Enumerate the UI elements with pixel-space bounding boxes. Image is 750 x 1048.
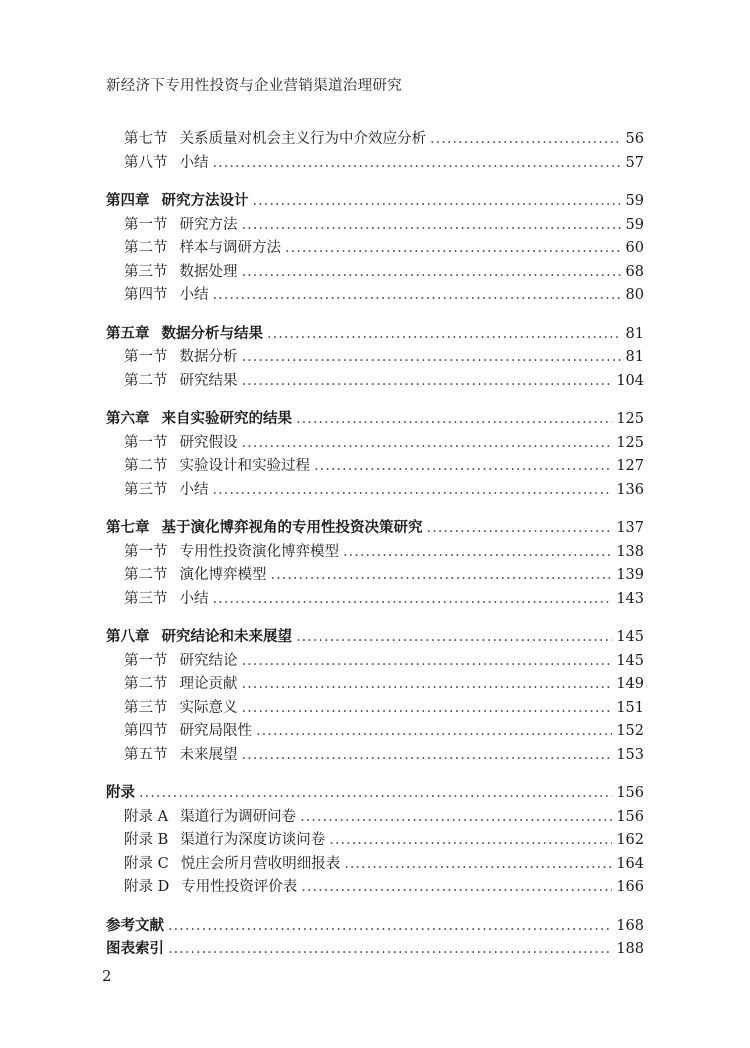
toc-entry-title: 渠道行为深度访谈问卷 (180, 832, 326, 848)
toc-section-entry (106, 455, 644, 479)
dot-leader (213, 479, 613, 503)
toc-entry-number: 第一节 (124, 216, 168, 233)
toc-entry-number: 第二节 (124, 372, 168, 389)
toc-entry-number: 第五节 (124, 746, 168, 763)
toc-chapter-entry (106, 190, 644, 214)
dot-leader (139, 782, 612, 806)
toc-entry-number: 附录 B (124, 832, 169, 848)
toc-entry-title: 小结 (179, 287, 209, 303)
toc-entry-page: 81 (625, 349, 644, 365)
toc-entry-number: 第一节 (124, 349, 168, 365)
toc-entry-page: 139 (616, 567, 644, 583)
toc-entry-title: 数据分析与结果 (161, 325, 263, 342)
page-number: 2 (102, 967, 112, 985)
toc-entry-number: 第七节 (124, 131, 168, 147)
toc-entry-title: 研究结果 (179, 372, 238, 389)
toc-entry-number: 第八章 (106, 629, 150, 645)
dot-leader (242, 261, 622, 285)
dot-leader (242, 214, 622, 238)
toc-entry-title: 专用性投资演化博弈模型 (179, 543, 339, 560)
toc-entry-number: 第七章 (106, 520, 150, 536)
toc-entry-number: 第二节 (124, 240, 168, 256)
toc-section-entry (106, 214, 644, 238)
toc-chapter-entry (106, 626, 644, 650)
toc-entry-page: 145 (616, 652, 644, 669)
toc-entry-number: 第三节 (124, 263, 168, 280)
toc-entry-title: 小结 (179, 590, 209, 607)
toc-section-entry (106, 152, 644, 176)
toc-entry-page: 162 (616, 832, 644, 848)
toc-entry-page: 164 (616, 855, 644, 872)
toc-entry-number: 第一节 (124, 543, 168, 560)
toc-entry-page: 143 (616, 590, 644, 607)
dot-leader (267, 323, 622, 347)
toc-entry-title: 研究方法 (179, 216, 238, 233)
toc-entry-number: 第八节 (124, 154, 168, 171)
toc-entry-page: 56 (625, 131, 644, 147)
toc-entry-title: 专用性投资评价表 (181, 879, 298, 895)
toc-entry-number: 第五章 (106, 325, 150, 342)
toc-chapter-entry (106, 915, 644, 939)
dot-leader (427, 517, 613, 541)
toc-chapter-entry (106, 782, 644, 806)
dot-leader (242, 697, 613, 721)
toc-entry-page: 125 (616, 434, 644, 451)
toc-entry-page: 125 (616, 411, 644, 427)
toc-entry-number: 第一节 (124, 434, 168, 451)
toc-entry-title: 研究方法设计 (161, 193, 249, 209)
toc-entry-title: 实际意义 (179, 699, 238, 716)
dot-leader (242, 650, 613, 674)
toc-entry-title: 研究结论 (179, 652, 238, 669)
dot-leader (168, 938, 612, 962)
toc-entry-title: 悦庄会所月营收明细报表 (180, 855, 341, 872)
toc-entry-number: 第二节 (124, 567, 168, 583)
dot-leader (168, 915, 612, 939)
toc-entry-number: 第四节 (124, 287, 168, 303)
toc-entry-number: 第四章 (106, 193, 150, 209)
toc-entry-number: 第六章 (106, 411, 150, 427)
toc-section-entry (106, 829, 644, 853)
toc-section-entry (106, 720, 644, 744)
dot-leader (296, 626, 612, 650)
toc-entry-title: 渠道行为调研问卷 (180, 808, 297, 825)
toc-entry-page: 104 (616, 372, 644, 389)
dot-leader (300, 806, 612, 830)
toc-section-entry (106, 744, 644, 768)
dot-leader (314, 455, 612, 479)
toc-entry-page: 81 (625, 325, 644, 342)
toc-entry-page: 152 (616, 723, 644, 739)
toc-entry-title: 演化博弈模型 (179, 567, 267, 583)
toc-section-entry (106, 876, 644, 900)
toc-section-entry (106, 370, 644, 394)
running-head-title: 新经济下专用性投资与企业营销渠道治理研究 (106, 78, 402, 94)
toc-section-entry (106, 588, 644, 612)
dot-leader (285, 237, 622, 261)
toc-entry-page: 127 (616, 458, 644, 474)
toc-chapter-entry (106, 517, 644, 541)
toc-entry-page: 145 (616, 629, 644, 645)
toc-section-entry (106, 853, 644, 877)
toc-entry-title: 数据分析 (179, 349, 238, 365)
toc-entry-title: 小结 (179, 481, 209, 498)
toc-section-entry (106, 237, 644, 261)
toc-entry-page: 138 (616, 543, 644, 560)
toc-entry-title: 研究局限性 (179, 723, 252, 739)
dot-leader (242, 432, 613, 456)
toc-section-entry (106, 346, 644, 370)
toc-entry-number: 第二节 (124, 458, 168, 474)
dot-leader (253, 190, 622, 214)
toc-section-entry (106, 806, 644, 830)
toc-entry-page: 168 (616, 917, 644, 934)
toc-section-entry (106, 564, 644, 588)
toc-entry-page: 68 (625, 263, 644, 280)
toc-entry-page: 156 (616, 785, 644, 801)
toc-entry-title: 理论贡献 (179, 676, 238, 692)
toc-chapter-entry (106, 938, 644, 962)
toc-entry-page: 57 (625, 154, 644, 171)
toc-entry-title: 来自实验研究的结果 (161, 411, 292, 427)
toc-entry-number: 附录 A (124, 808, 169, 825)
toc-section-entry (106, 673, 644, 697)
toc-entry-title: 小结 (179, 154, 209, 171)
toc-entry-title: 研究假设 (179, 434, 238, 451)
toc-chapter-entry (106, 408, 644, 432)
toc-entry-number: 第三节 (124, 481, 168, 498)
toc-entry-number: 第三节 (124, 590, 168, 607)
dot-leader (271, 564, 613, 588)
dot-leader (301, 876, 612, 900)
toc-entry-title: 数据处理 (179, 263, 238, 280)
toc-entry-title: 关系质量对机会主义行为中介效应分析 (179, 131, 426, 147)
toc-entry-page: 149 (616, 676, 644, 692)
toc-section-entry (106, 541, 644, 565)
dot-leader (213, 284, 622, 308)
toc-section-entry (106, 432, 644, 456)
toc-section-entry (106, 284, 644, 308)
toc-entry-number: 第一节 (124, 652, 168, 669)
toc-section-entry (106, 650, 644, 674)
dot-leader (213, 152, 622, 176)
toc-entry-page: 156 (616, 808, 644, 825)
toc-section-entry (106, 479, 644, 503)
dot-leader (242, 744, 613, 768)
dot-leader (296, 408, 612, 432)
toc-entry-number: 第二节 (124, 676, 168, 692)
toc-section-entry (106, 697, 644, 721)
toc-entry-title: 图表索引 (106, 941, 164, 957)
dot-leader (242, 673, 613, 697)
toc-entry-title: 未来展望 (179, 746, 238, 763)
dot-leader (343, 541, 612, 565)
dot-leader (242, 346, 622, 370)
toc-entry-number: 第三节 (124, 699, 168, 716)
toc-entry-number: 附录 D (124, 879, 170, 895)
toc-entry-page: 80 (625, 287, 644, 303)
toc-chapter-entry (106, 323, 644, 347)
toc-entry-title: 附录 (106, 785, 135, 801)
toc-entry-page: 153 (616, 746, 644, 763)
dot-leader (213, 588, 613, 612)
table-of-contents (106, 128, 644, 962)
dot-leader (256, 720, 612, 744)
toc-entry-page: 151 (616, 699, 644, 716)
toc-entry-page: 137 (616, 520, 644, 536)
toc-entry-number: 附录 C (124, 855, 169, 872)
toc-entry-title: 基于演化博弈视角的专用性投资决策研究 (161, 520, 423, 536)
toc-entry-title: 样本与调研方法 (179, 240, 281, 256)
toc-entry-number: 第四节 (124, 723, 168, 739)
toc-section-entry (106, 128, 644, 152)
toc-entry-title: 实验设计和实验过程 (179, 458, 310, 474)
dot-leader (344, 853, 612, 877)
dot-leader (242, 370, 613, 394)
dot-leader (430, 128, 622, 152)
toc-entry-page: 188 (616, 941, 644, 957)
toc-entry-page: 136 (616, 481, 644, 498)
toc-entry-title: 研究结论和未来展望 (161, 629, 292, 645)
toc-entry-page: 59 (625, 193, 644, 209)
dot-leader (329, 829, 612, 853)
toc-entry-title: 参考文献 (106, 917, 164, 934)
toc-section-entry (106, 261, 644, 285)
toc-entry-page: 59 (625, 216, 644, 233)
toc-entry-page: 60 (625, 240, 644, 256)
toc-entry-page: 166 (616, 879, 644, 895)
